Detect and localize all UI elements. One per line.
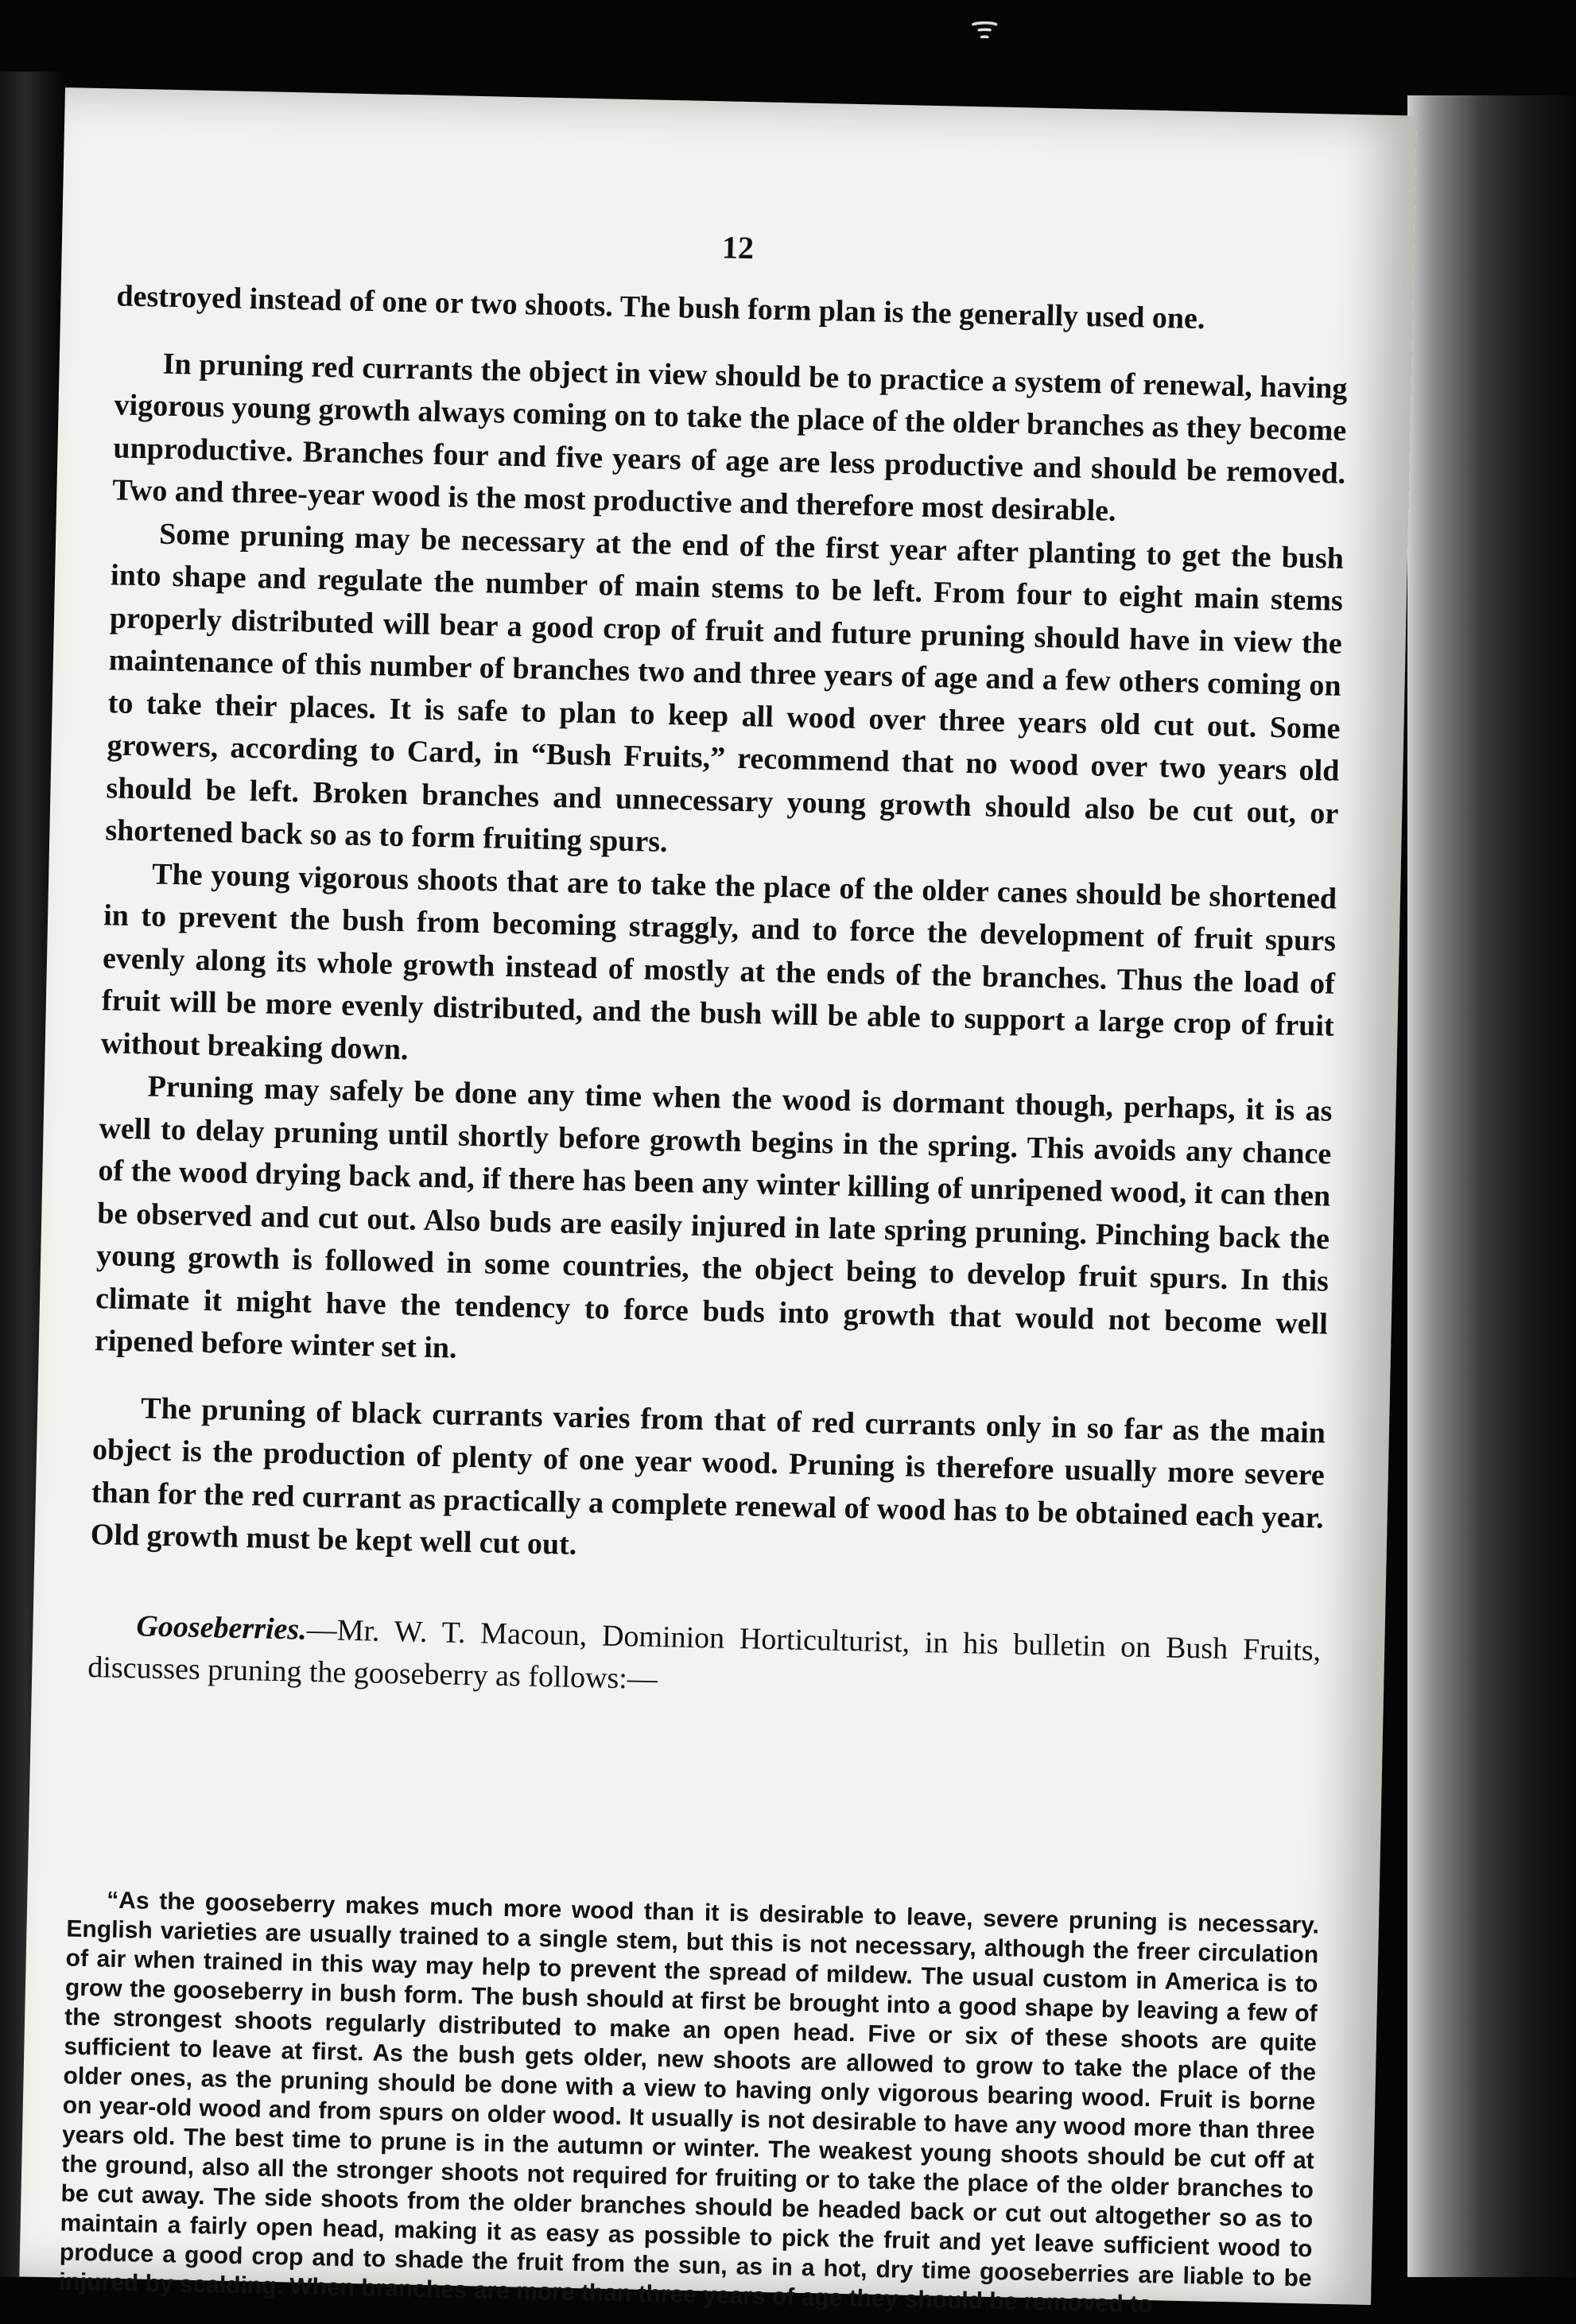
scan-mark: ᯤ: [970, 10, 1000, 45]
paragraph: Some pruning may be necessary at the end of the first year after planting to get the bush into shape and regulate the number of main stems to be left. From four to eight main stems properly distributed will bear a good crop of fruit and future pruning should have in view the maintenance of this number of branches two and three years of age and a few others coming on to take their places. It is safe to plan to keep all wood over three years old cut out. Some growers, according to Card, in “Bush Fruits,” recommend that no wood over two years old should be left. Broken branches and unnecessary young growth should also be cut out, or shortened back so as to form fruiting spurs.: [105, 517, 1345, 859]
page-number: 12: [721, 229, 755, 266]
block-quote: “As the gooseberry makes much more wood than it is desirable to leave, severe pruning is necessary. English varieties are usually trained to a single stem, but this is not necessary, although the freer circulation of air when trained in this way may help to prevent the spread of mildew. The usual custom in America is to grow the gooseberry in bush form. The bush should at first be brought into a good shape by leaving a few of the strongest shoots regularly distributed to make an open head. Five or six of these shoots are quite sufficient to leave at first. As the bush gets older, new shoots are allowed to grow to take the place of the older ones, as the pruning should be done with a view to having only vigorous bearing wood. Fruit is borne on year-old wood and from spurs on older wood. It usually is not desirable to have any wood more than three years old. The best time to prune is in the autumn or winter. The weakest young shoots should be cut off at the ground, also all the stronger shoots not required for fruiting or to take the place of the older branches to be cut away. The side shoots from the older branches should be headed back or cut out altogether so as to maintain a fairly open head, making it as easy as possible to pick the fruit and yet leave sufficient wood to produce a good crop and to shade the fruit from the sun, as in a hot, dry time gooseberries are liable to be injured by scalding. When branches are more than three years of age they should be removed to: [58, 1887, 1320, 2318]
book-binding: [1407, 95, 1576, 2277]
section-paragraph: [87, 1604, 1322, 1715]
book-page: [19, 87, 1416, 2318]
paragraph: Pruning may safely be done any time when the wood is dormant though, perhaps, it is as well to delay pruning until shortly before growth begins in the spring. This avoids any chance of the wood drying back and, if there has been any winter killing of unripened wood, it can then be observed and cut out. Also buds are easily injured in late spring pruning. Pinching back the young growth is followed in some countries, the object being to develop fruit spurs. In this climate it might have the tendency to force buds into growth that would not become well ripened before winter set in.: [94, 1069, 1333, 1365]
paragraph: In pruning red currants the object in view should be to practice a system of renewal, having vigorous young growth always coming on to take the place of the older branches as they become unproductive. Branches four and five years of age are less productive and should be removed. Two and three-year wood is the most productive and therefore most desirable.: [111, 347, 1348, 528]
section-heading: Gooseberries.: [136, 1608, 308, 1647]
paragraph: The pruning of black currants varies from that of red currants only in so far as the main object is the production of plenty of one year wood. Pruning is therefore usually more severe than for the red currant as practically a complete renewal of wood has to be obtained each year. Old growth must be kept well cut out.: [90, 1391, 1326, 1562]
paragraph: destroyed instead of one or two shoots. The bush form plan is the generally used one.: [116, 279, 1205, 336]
paragraph: The young vigorous shoots that are to take the place of the older canes should be shortened in to prevent the bush from becoming straggly, and to force the development of fruit spurs evenly along its whole growth instead of mostly at the ends of the branches. Thus the load of fruit will be more evenly distributed, and the bush will be able to support a large crop of fruit without breaking down.: [100, 857, 1337, 1066]
section-text: —Mr. W. T. Macoun, Dominion Horticulturist, in his bulletin on Bush Fruits, discusses pruning the gooseberry as follows:—: [87, 1612, 1322, 1697]
body-text: [87, 275, 1349, 1715]
